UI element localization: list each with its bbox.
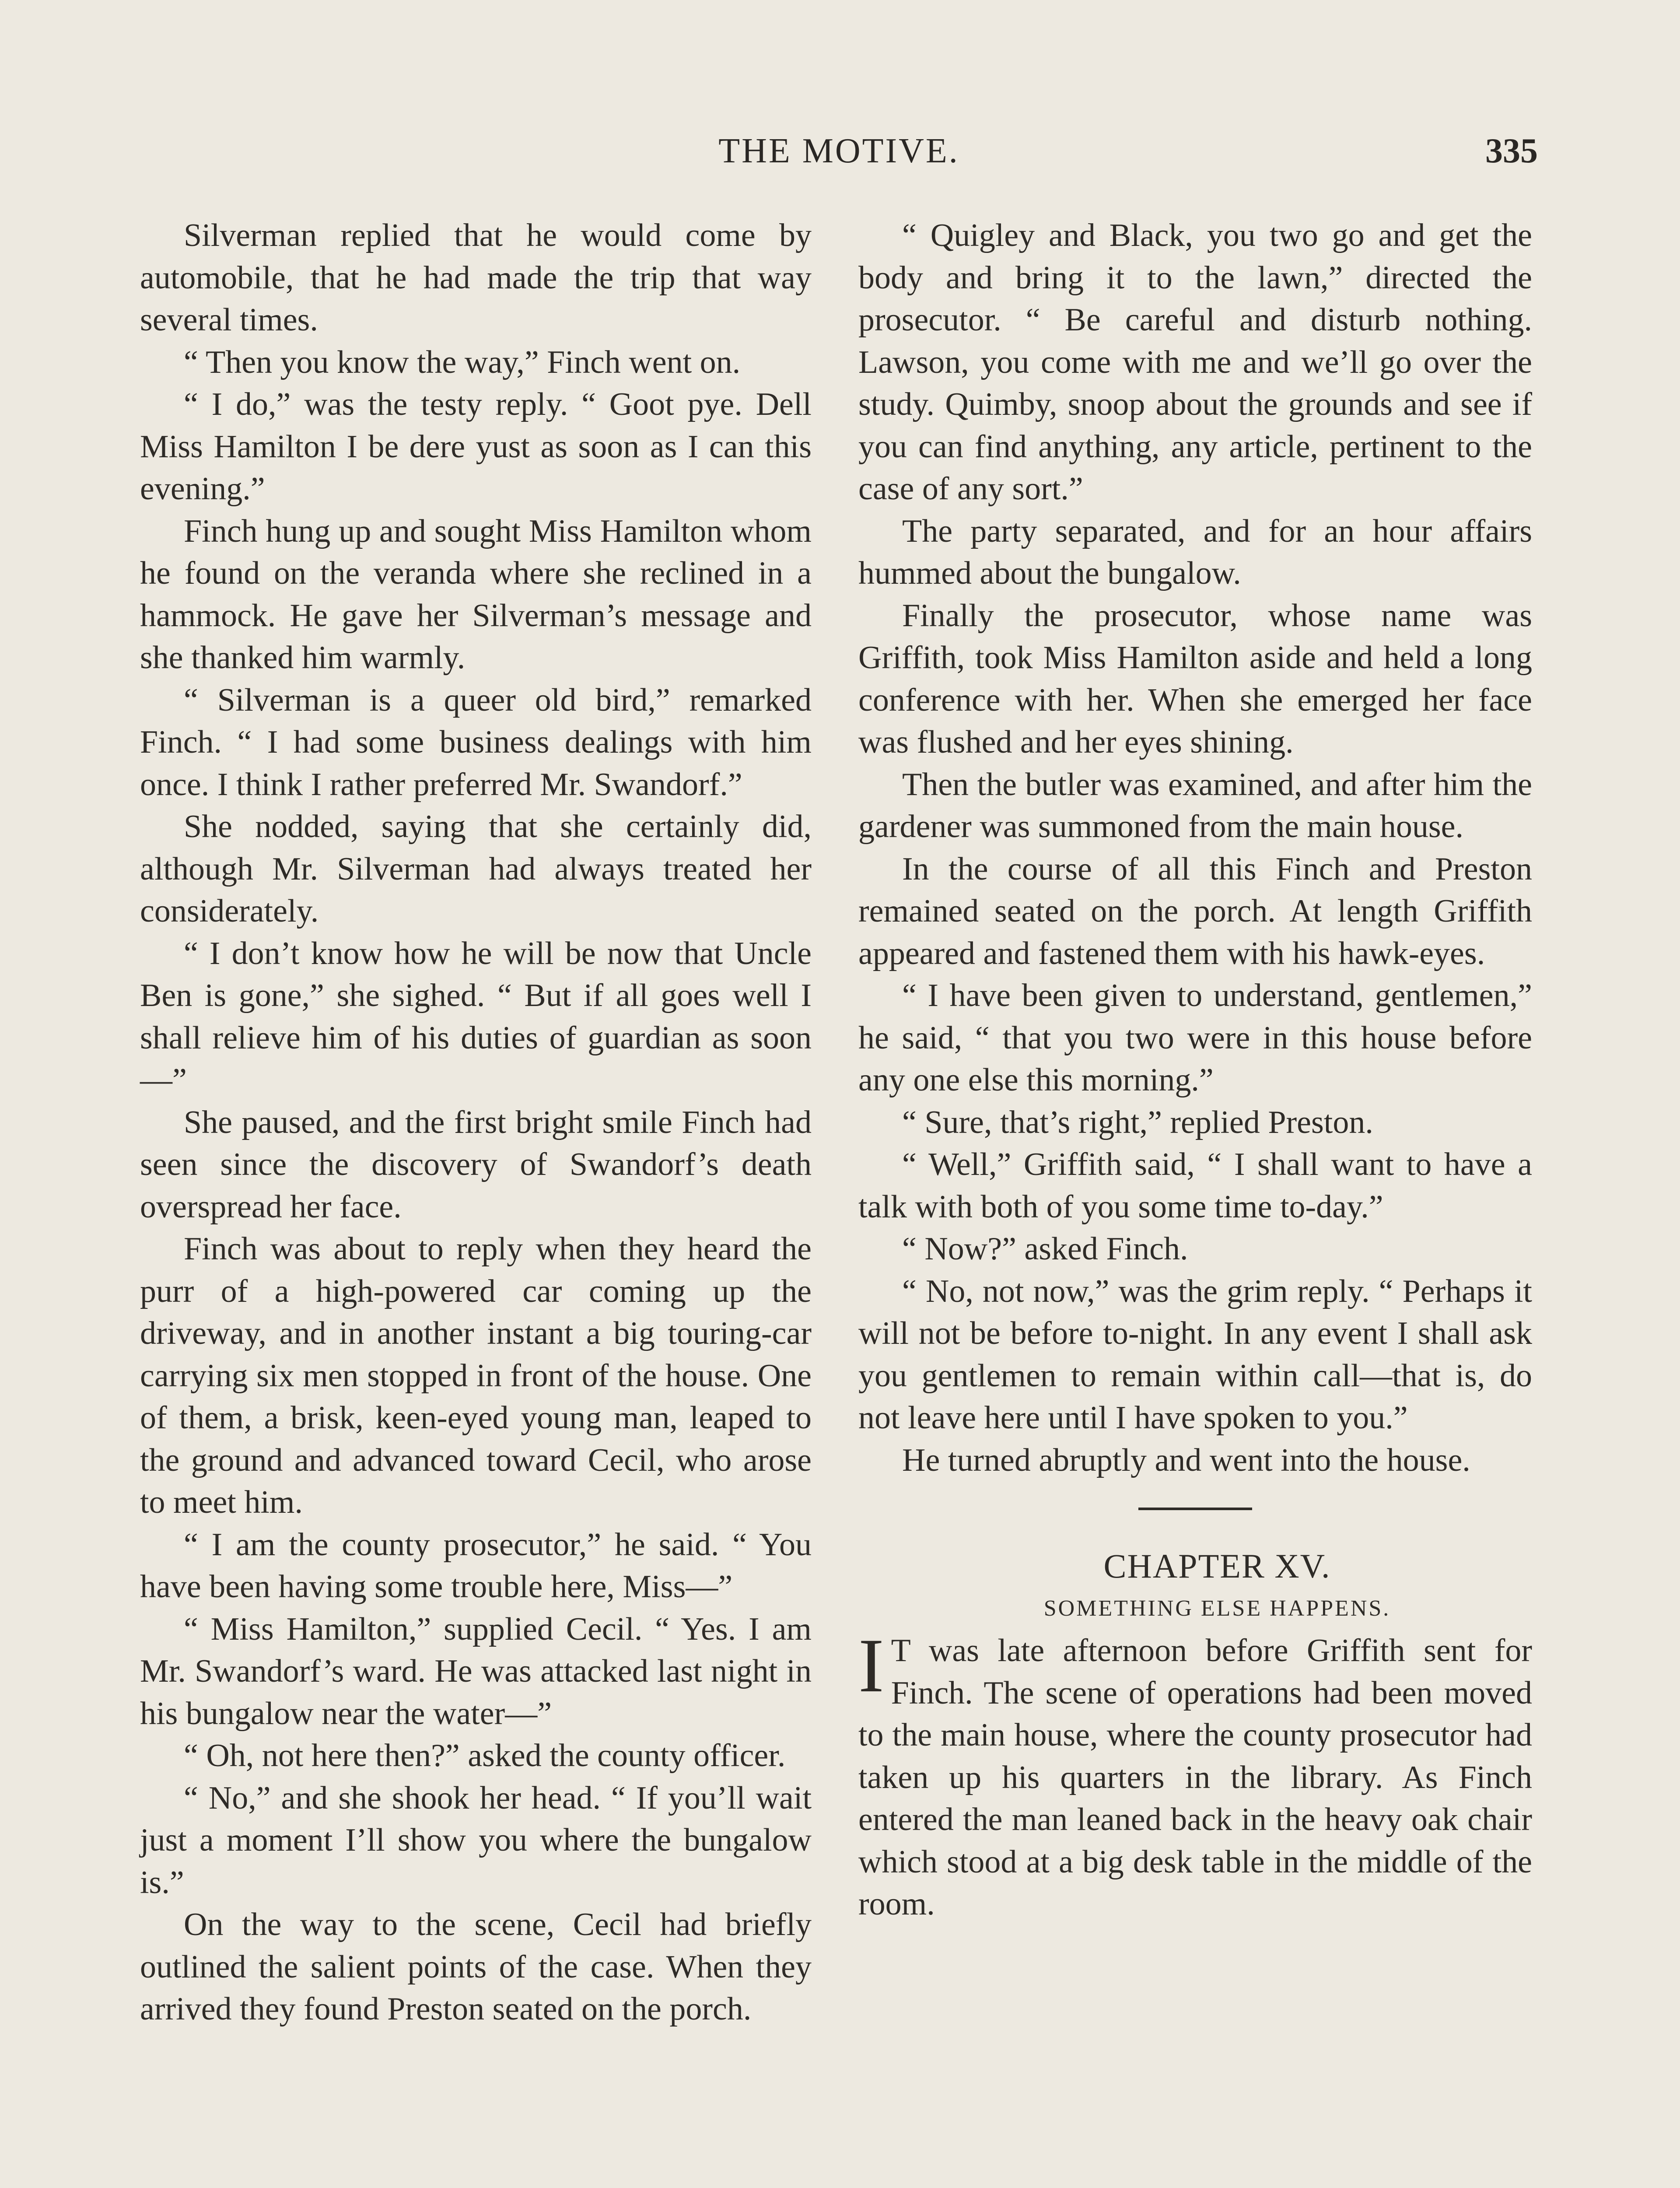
chapter-subtitle: SOMETHING ELSE HAPPENS. <box>1043 1595 1391 1621</box>
paragraph: She nodded, saying that she certainly did, although Mr. Silverman had always treated her considerately. <box>140 809 812 929</box>
drop-cap: I <box>858 1623 884 1708</box>
paragraph: “ I am the county prosecutor,” he said. “ You have been having some trouble here, Miss—” <box>140 1526 812 1605</box>
running-title: THE MOTIVE. <box>718 132 959 170</box>
right-column <box>858 214 1532 1925</box>
paragraph: Then the butler was examined, and after him the gardener was summoned from the main house. <box>858 766 1532 845</box>
paragraph: “ I do,” was the testy reply. “ Goot pye. Dell Miss Hamilton I be dere yust as soon as I can this evening.” <box>140 386 812 507</box>
paragraph: Finally the prosecutor, whose name was Griffith, took Miss Hamilton aside and held a long conference with her. When she emerged her face was flushed and her eyes shining. <box>858 597 1532 760</box>
paragraph: “ Silverman is a queer old bird,” remarked Finch. “ I had some business dealings with him once. I think I rather preferred Mr. Swandorf.” <box>140 682 812 803</box>
chapter-title: CHAPTER XV. <box>1103 1547 1331 1585</box>
paragraph: “ I don’t know how he will be now that Uncle Ben is gone,” she sighed. “ But if all goes well I shall relieve him of his duties of guardian as soon—” <box>140 935 812 1098</box>
paragraph: The party separated, and for an hour affairs hummed about the bungalow. <box>858 513 1532 591</box>
paragraph: In the course of all this Finch and Preston remained seated on the porch. At length Griffith appeared and fastened them with his hawk-eyes. <box>858 851 1532 971</box>
page-header <box>140 131 1538 184</box>
paragraph: “ Now?” asked Finch. <box>902 1231 1188 1267</box>
section-divider <box>1138 1508 1252 1510</box>
paragraph: “ Well,” Griffith said, “ I shall want to have a talk with both of you some time to-day.” <box>858 1147 1532 1225</box>
paragraph: He turned abruptly and went into the house. <box>902 1442 1470 1478</box>
paragraph: “ Oh, not here then?” asked the county officer. <box>184 1738 786 1774</box>
left-column <box>140 214 812 2030</box>
paragraph: Finch was about to reply when they heard the purr of a high-powered car coming up the driveway, and in another instant a big touring-car carrying six men stopped in front of the house. One of them, a brisk, keen-eyed young man, leaped to the ground and advanced toward Cecil, who arose to meet him. <box>140 1231 812 1520</box>
paragraph: She paused, and the first bright smile Finch had seen since the discovery of Swandorf’s death overspread her face. <box>140 1104 812 1225</box>
paragraph: “ No,” and she shook her head. “ If you’ll wait just a moment I’ll show you where the bungalow is.” <box>140 1780 812 1900</box>
paragraph: On the way to the scene, Cecil had briefly outlined the salient points of the case. When they arrived they found Preston seated on the porch. <box>140 1907 812 2027</box>
paragraph: “ Quigley and Black, you two go and get the body and bring it to the lawn,” directed the prosecutor. “ Be careful and disturb nothing. Lawson, you come with me and we’ll go over the study. Quimby, snoop about the grounds and see if you can find anything, any article, pertinent to the case of any sort.” <box>858 217 1532 507</box>
chapter-opening-paragraph <box>858 1623 1532 1925</box>
paragraph: “ Then you know the way,” Finch went on. <box>184 344 741 380</box>
opening-text: T was late afternoon before Griffith sent for Finch. The scene of operations had been moved to the main house, where the county prosecutor had taken up his quarters in the library. As Finch entered the man leaned back in the heavy oak chair which stood at a big desk table in the middle of the room. <box>858 1633 1532 1922</box>
paragraph: “ No, not now,” was the grim reply. “ Perhaps it will not be before to-night. In any event I shall ask you gentlemen to remain within call—that is, do not leave here until I have spoken to you.” <box>858 1273 1532 1436</box>
paragraph: “ Sure, that’s right,” replied Preston. <box>902 1104 1373 1140</box>
paragraph: “ Miss Hamilton,” supplied Cecil. “ Yes. I am Mr. Swandorf’s ward. He was attacked last night in his bungalow near the water—” <box>140 1611 812 1732</box>
paragraph: Finch hung up and sought Miss Hamilton whom he found on the veranda where she reclined in a hammock. He gave her Silverman’s message and she thanked him warmly. <box>140 513 812 676</box>
paragraph: Silverman replied that he would come by automobile, that he had made the trip that way several times. <box>140 217 812 338</box>
page-number: 335 <box>1485 132 1538 170</box>
paragraph: “ I have been given to understand, gentlemen,” he said, “ that you two were in this house before any one else this morning.” <box>858 978 1532 1098</box>
